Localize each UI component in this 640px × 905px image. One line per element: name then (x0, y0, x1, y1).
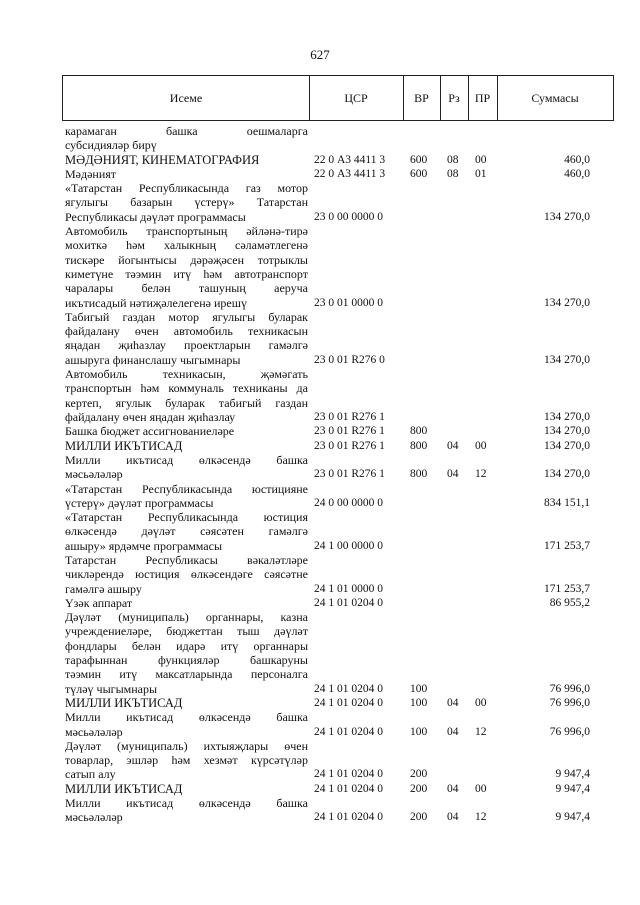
row-name-line: Автомобиль транспортының әйләнә-тирә (65, 224, 308, 239)
row-name-line: Автомобиль техникасын, җәмәгать (65, 367, 308, 382)
row-name-line: киметүне тәэмин итү һәм автотранспорт (65, 266, 308, 281)
table-row (0, 224, 640, 310)
row-name-line: Милли икътисад өлкәсендә башка (65, 710, 308, 725)
row-rz: 04 (447, 725, 459, 738)
row-name (65, 181, 308, 224)
row-csr: 23 0 01 0000 0 (314, 296, 383, 309)
row-name-line: МИЛЛИ ИКЪТИСАД (65, 438, 183, 453)
row-name-line: товарлар, эшләр һәм хезмәт күрсәтүләр (65, 753, 308, 768)
table-row (0, 181, 640, 224)
row-pr: 01 (475, 167, 487, 180)
row-name (65, 367, 308, 424)
row-rz: 04 (447, 811, 459, 824)
row-csr: 23 0 01 R276 0 (314, 353, 385, 366)
row-sum: 134 270,0 (544, 425, 590, 438)
row-name-line: өлкәсендә дәүләт сәясәтен гамәлгә (65, 524, 308, 539)
row-sum: 171 253,7 (544, 582, 590, 595)
table-row (0, 553, 640, 596)
row-csr: 22 0 А3 4411 3 (314, 153, 386, 166)
row-name (65, 153, 308, 167)
row-sum: 134 270,0 (544, 353, 590, 366)
row-name-line: Мәдәният (65, 166, 117, 181)
row-sum: 76 996,0 (549, 725, 590, 738)
row-sum: 134 270,0 (544, 296, 590, 309)
table-row (0, 596, 640, 610)
header-sum: Суммасы (531, 91, 579, 105)
row-vr: 800 (410, 439, 428, 452)
row-vr: 100 (410, 682, 428, 695)
row-name-line: транспортын һәм коммуналь техниканы да (65, 381, 308, 396)
row-vr: 100 (410, 697, 428, 709)
row-sum: 134 270,0 (544, 410, 590, 423)
row-name-line: Үзәк аппарат (65, 595, 133, 610)
row-name-line: ашыруга финанслашу чыгымнары (65, 352, 241, 367)
row-name-line: Башка бюджет ассигнованиеләре (65, 424, 235, 439)
row-name (65, 124, 308, 153)
header-vr: ВР (414, 91, 429, 105)
row-csr: 24 1 01 0204 0 (314, 725, 383, 738)
row-csr: 23 0 00 0000 0 (314, 210, 383, 223)
row-vr: 200 (410, 811, 428, 824)
row-sum: 9 947,4 (555, 782, 590, 795)
row-pr: 12 (475, 725, 487, 738)
row-name (65, 596, 308, 610)
row-sum: 834 151,1 (544, 496, 590, 509)
row-name (65, 224, 308, 310)
row-name-line: «Татарстан Республикасында юстиция (65, 510, 308, 525)
table-row (0, 424, 640, 438)
row-name (65, 796, 308, 825)
row-name-line: үстерү» дәүләт программасы (65, 495, 214, 510)
header-name: Исеме (169, 91, 203, 105)
row-name-line: Милли икътисад өлкәсендә башка (65, 796, 308, 811)
row-name-line: «Татарстан Республикасында газ мотор (65, 181, 308, 196)
row-name-line: тискәре йогынтысы дәрәҗәсен тотрыклы (65, 252, 308, 267)
row-name (65, 782, 308, 796)
row-csr: 24 1 00 0000 0 (314, 539, 383, 552)
row-csr: 24 1 01 0204 0 (314, 697, 383, 709)
header-pr: ПР (474, 91, 491, 105)
row-csr: 23 0 01 R276 1 (314, 439, 385, 452)
table-row (0, 482, 640, 511)
row-sum: 76 996,0 (549, 682, 590, 695)
row-name-line: ашыру» ярдәмче программасы (65, 538, 223, 553)
row-name-line: тарафыннан функцияләр башкаруны (65, 653, 308, 668)
header-rz: Рз (448, 91, 460, 105)
row-rz: 04 (447, 439, 459, 452)
row-name-line: сатып алу (65, 767, 116, 782)
row-name-line: Милли икътисад өлкәсендә башка (65, 452, 308, 467)
row-sum: 171 253,7 (544, 539, 590, 552)
row-sum: 134 270,0 (544, 468, 590, 481)
row-pr: 00 (475, 782, 487, 795)
row-name-line: субсидияләр бирү (65, 138, 157, 153)
row-name-line: учреждениеләре, бюджеттан тыш дәүләт (65, 624, 308, 639)
table-row (0, 367, 640, 424)
row-name-line: кертеп, ягулык буларак табигый газдан (65, 395, 308, 410)
table-row (0, 739, 640, 782)
row-csr: 23 0 01 R276 1 (314, 425, 385, 438)
row-sum: 86 955,2 (549, 596, 590, 609)
row-name-line: файдалану өчен автомобиль техникасын (65, 324, 308, 339)
row-name (65, 310, 308, 367)
row-pr: 00 (475, 153, 487, 166)
row-name-line: файдалану өчен яңадан җиһазлау (65, 409, 236, 424)
row-name-line: тәэмин итү максатларында персоналга (65, 667, 308, 682)
row-name-line: түләү чыгымнары (65, 681, 158, 696)
row-vr: 600 (410, 167, 428, 180)
table-row (0, 310, 640, 367)
row-name (65, 553, 308, 596)
row-rz: 08 (447, 153, 459, 166)
row-pr: 12 (475, 811, 487, 824)
row-name-line: Дәүләт (муниципаль) ихтыяҗлары өчен (65, 738, 308, 753)
row-sum: 460,0 (564, 153, 590, 166)
row-name (65, 453, 308, 482)
row-name-line: Республикасы дәүләт программасы (65, 209, 246, 224)
table-row (0, 782, 640, 796)
row-vr: 100 (410, 725, 428, 738)
row-name (65, 739, 308, 782)
row-sum: 76 996,0 (549, 697, 590, 709)
row-rz: 04 (447, 782, 459, 795)
row-name (65, 610, 308, 696)
row-rz: 04 (447, 468, 459, 481)
table-row (0, 153, 640, 167)
row-vr: 200 (410, 782, 428, 795)
table-row (0, 510, 640, 553)
row-csr: 24 0 00 0000 0 (314, 496, 383, 509)
row-vr: 600 (410, 153, 428, 166)
row-name-line: мохиткә һәм халыкның сәламәтлегенә (65, 238, 308, 253)
page-number: 627 (310, 47, 330, 62)
row-csr: 24 1 01 0204 0 (314, 596, 383, 609)
table-row (0, 124, 640, 153)
row-pr: 00 (475, 697, 487, 709)
row-name (65, 439, 308, 453)
row-name-line: карамаган башка оешмаларга (65, 124, 308, 138)
row-sum: 134 270,0 (544, 210, 590, 223)
row-sum: 460,0 (564, 167, 590, 180)
row-name-line: Табигый газдан мотор ягулыгы буларак (65, 309, 308, 324)
table-row (0, 167, 640, 181)
row-csr: 24 1 01 0204 0 (314, 682, 383, 695)
row-csr: 24 1 01 0000 0 (314, 582, 383, 595)
row-name (65, 510, 308, 553)
row-csr: 24 1 01 0204 0 (314, 768, 383, 781)
row-name-line: мәсьәләләр (65, 810, 123, 825)
row-name-line: яңадан җиһазлау проектларын гамәлгә (65, 338, 308, 353)
row-csr: 23 0 01 R276 1 (314, 410, 385, 423)
row-name-line: чикләрендә юстиция өлкәсендәге сәясәтне (65, 567, 308, 582)
row-name (65, 710, 308, 739)
table-row (0, 696, 640, 710)
row-name (65, 167, 308, 181)
row-rz: 04 (447, 697, 459, 709)
row-name-line: гамәлгә ашыру (65, 581, 142, 596)
row-name (65, 696, 308, 710)
row-vr: 200 (410, 768, 428, 781)
row-rz: 08 (447, 167, 459, 180)
row-vr: 800 (410, 468, 428, 481)
table-row (0, 796, 640, 825)
row-csr: 24 1 01 0204 0 (314, 782, 383, 795)
row-vr: 800 (410, 425, 428, 438)
row-name (65, 424, 308, 438)
row-pr: 12 (475, 468, 487, 481)
row-name-line: МӘДӘНИЯТ, КИНЕМАТОГРАФИЯ (65, 152, 260, 167)
row-name-line: мәсьәләләр (65, 724, 123, 739)
table-row (0, 710, 640, 739)
row-name-line: «Татарстан Республикасында юстицияне (65, 481, 308, 496)
row-name-line: ягулыгы базарын үстерү» Татарстан (65, 195, 308, 210)
row-name (65, 482, 308, 511)
row-sum: 134 270,0 (544, 439, 590, 452)
row-csr: 23 0 01 R276 1 (314, 468, 385, 481)
row-sum: 9 947,4 (555, 768, 590, 781)
table-row (0, 439, 640, 453)
row-sum: 9 947,4 (555, 811, 590, 824)
row-name-line: МИЛЛИ ИКЪТИСАД (65, 696, 183, 710)
row-csr: 22 0 А3 4411 3 (314, 167, 386, 180)
row-name-line: МИЛЛИ ИКЪТИСАД (65, 781, 183, 796)
row-pr: 00 (475, 439, 487, 452)
row-name-line: Татарстан Республикасы вәкаләтләре (65, 553, 308, 567)
row-csr: 24 1 01 0204 0 (314, 811, 383, 824)
table-row (0, 453, 640, 482)
row-name-line: чаралары белән ташуның аеруча (65, 281, 308, 296)
table-row (0, 610, 640, 696)
row-name-line: икътисадый нәтиҗәлелегенә ирешү (65, 295, 247, 310)
header-csr: ЦСР (344, 91, 368, 105)
row-name-line: Дәүләт (муниципаль) органнары, казна (65, 610, 308, 625)
row-name-line: фондлары белән идарә итү органнары (65, 638, 308, 653)
row-name-line: мәсьәләләр (65, 467, 123, 482)
